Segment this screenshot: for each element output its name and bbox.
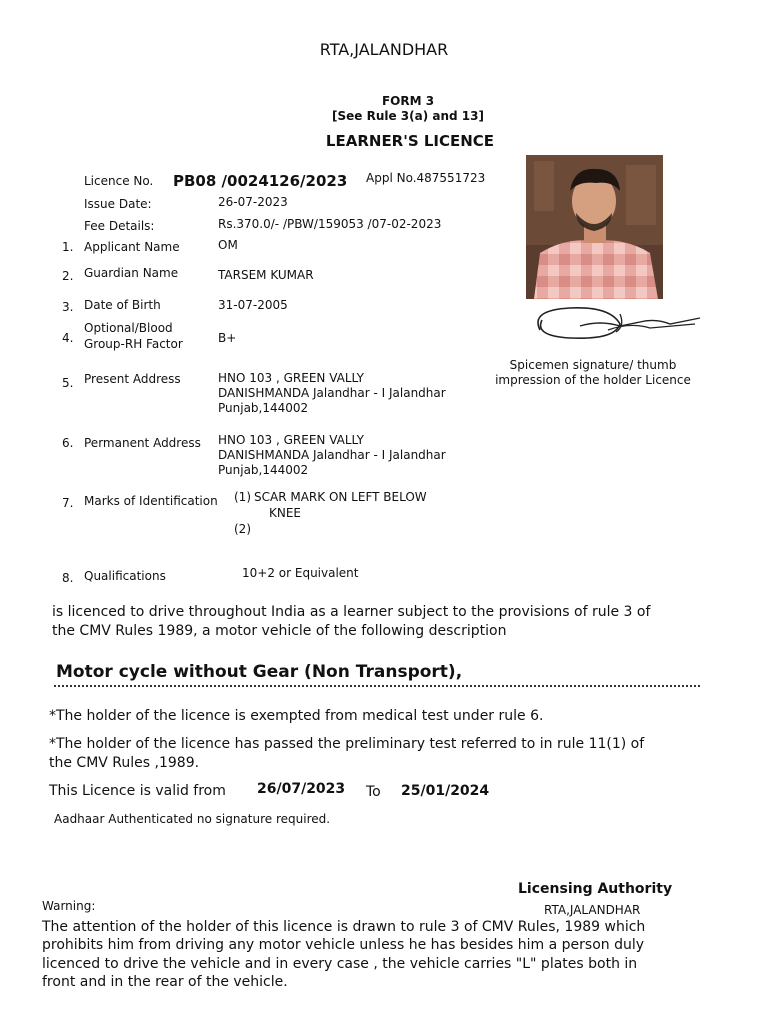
field-number: 3. <box>62 300 74 314</box>
permanent-address-label: Permanent Address <box>84 436 201 450</box>
appl-no: Appl No.487551723 <box>366 171 486 185</box>
signature-caption-line2: impression of the holder Licence <box>495 373 691 387</box>
fee-details-label: Fee Details: <box>84 219 155 233</box>
field-number: 7. <box>62 496 74 510</box>
form-number: FORM 3 <box>381 94 435 108</box>
present-address-label: Present Address <box>84 372 181 386</box>
warning-line2: prohibits him from driving any motor vehicle unless he has besides him a person duly <box>42 937 645 953</box>
holder-signature <box>520 300 710 346</box>
mark-2-number: (2) <box>234 522 251 536</box>
licence-no-value: PB08 /0024126/2023 <box>173 172 348 190</box>
valid-to-label: To <box>366 784 381 800</box>
licence-statement-line2: the CMV Rules 1989, a motor vehicle of the following description <box>52 623 507 639</box>
qualifications-label: Qualifications <box>84 569 166 583</box>
vehicle-class: Motor cycle without Gear (Non Transport), <box>56 662 463 682</box>
fee-details-value: Rs.370.0/- /PBW/159053 /07-02-2023 <box>218 217 442 231</box>
qualifications-value: 10+2 or Equivalent <box>242 566 359 580</box>
permanent-address-line2: DANISHMANDA Jalandhar - I Jalandhar <box>218 448 446 462</box>
identification-marks-label: Marks of Identification <box>84 494 218 508</box>
dob-value: 31-07-2005 <box>218 298 288 312</box>
present-address-line3: Punjab,144002 <box>218 401 309 415</box>
licensing-authority-title: Licensing Authority <box>518 881 673 897</box>
field-number: 2. <box>62 269 74 283</box>
dotted-divider <box>54 685 700 687</box>
issue-date-value: 26-07-2023 <box>218 195 288 209</box>
permanent-address-line1: HNO 103 , GREEN VALLY <box>218 433 364 447</box>
licence-title: LEARNER'S LICENCE <box>325 132 495 150</box>
holder-photo <box>526 155 663 299</box>
dob-label: Date of Birth <box>84 298 161 312</box>
field-number: 4. <box>62 331 74 345</box>
permanent-address-line3: Punjab,144002 <box>218 463 309 477</box>
field-number: 5. <box>62 376 74 390</box>
rule-reference: [See Rule 3(a) and 13] <box>332 109 484 123</box>
present-address-line1: HNO 103 , GREEN VALLY <box>218 371 364 385</box>
blood-group-label-line2: Group-RH Factor <box>84 337 183 351</box>
valid-from-date: 26/07/2023 <box>257 781 346 797</box>
warning-label: Warning: <box>42 899 96 913</box>
applicant-name-value: OM <box>218 238 238 252</box>
licence-no-label: Licence No. <box>84 174 154 188</box>
field-number: 8. <box>62 571 74 585</box>
office-heading: RTA,JALANDHAR <box>319 40 449 59</box>
licensing-authority-office: RTA,JALANDHAR <box>544 903 641 917</box>
warning-line3: licenced to drive the vehicle and in every case , the vehicle carries "L" plates both in <box>42 956 638 972</box>
validity-label: This Licence is valid from <box>49 783 226 799</box>
signature-caption-line1: Spicemen signature/ thumb <box>509 358 677 372</box>
issue-date-label: Issue Date: <box>84 197 152 211</box>
medical-exemption-note: *The holder of the licence is exempted from medical test under rule 6. <box>49 708 544 724</box>
preliminary-test-note-line2: the CMV Rules ,1989. <box>49 755 200 771</box>
present-address-line2: DANISHMANDA Jalandhar - I Jalandhar <box>218 386 446 400</box>
mark-1-number: (1) <box>234 490 251 504</box>
mark-1-line1: SCAR MARK ON LEFT BELOW <box>254 490 427 504</box>
field-number: 1. <box>62 240 74 254</box>
aadhaar-note: Aadhaar Authenticated no signature required. <box>54 812 331 826</box>
preliminary-test-note-line1: *The holder of the licence has passed the preliminary test referred to in rule 11(1) of <box>49 736 645 752</box>
blood-group-value: B+ <box>218 331 237 345</box>
valid-to-date: 25/01/2024 <box>401 783 490 799</box>
guardian-name-value: TARSEM KUMAR <box>218 268 314 282</box>
warning-line1: The attention of the holder of this licence is drawn to rule 3 of CMV Rules, 1989 which <box>42 919 646 935</box>
licence-statement-line1: is licenced to drive throughout India as a learner subject to the provisions of rule 3 of <box>52 604 651 620</box>
blood-group-label-line1: Optional/Blood <box>84 321 173 335</box>
field-number: 6. <box>62 436 74 450</box>
guardian-name-label: Guardian Name <box>84 266 179 280</box>
warning-line4: front and in the rear of the vehicle. <box>42 974 288 990</box>
mark-1-line2: KNEE <box>269 506 302 520</box>
applicant-name-label: Applicant Name <box>84 240 180 254</box>
